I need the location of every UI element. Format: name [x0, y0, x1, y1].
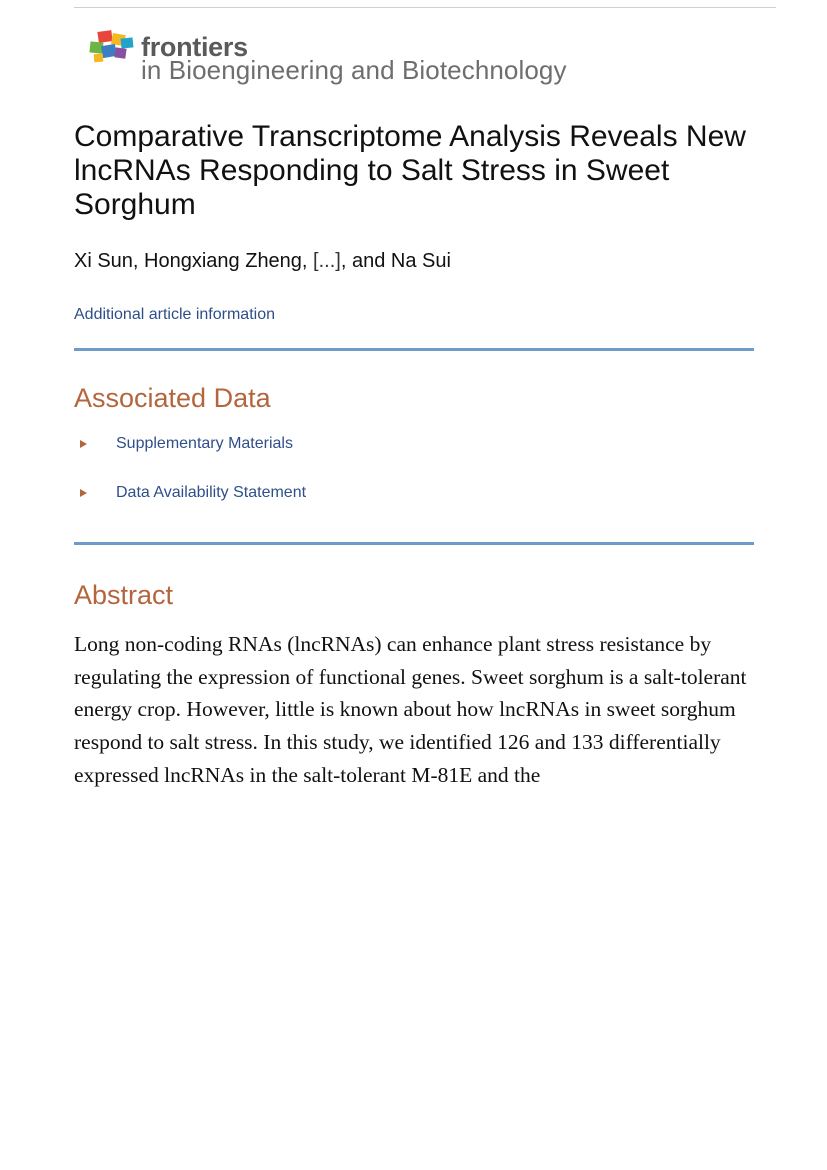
supplementary-materials-label[interactable]: Supplementary Materials	[116, 435, 293, 452]
frontiers-logo-icon	[88, 28, 136, 64]
expand-arrow-icon	[80, 440, 87, 448]
journal-brand: frontiers	[141, 32, 248, 62]
section-divider	[74, 348, 754, 351]
data-availability-label[interactable]: Data Availability Statement	[116, 484, 307, 501]
expand-arrow-icon	[80, 489, 87, 497]
article-title: Comparative Transcriptome Analysis Reveals New lncRNAs Responding to Salt Stress in Sweet Sorghum	[74, 120, 746, 221]
data-availability-link[interactable]	[80, 482, 306, 504]
author-list	[74, 249, 451, 273]
authors-first[interactable]: Xi Sun, Hongxiang Zheng,	[74, 250, 314, 272]
supplementary-materials-link[interactable]	[80, 433, 293, 455]
abstract-text: Long non-coding RNAs (lncRNAs) can enhance plant stress resistance by regulating the expression of functional genes. Sweet sorghum is a salt-tolerant energy crop. However, little is known about how lncRNAs in sweet sorghum respond to salt stress. In this study, we identified 126 and 133 differentially expressed lncRNAs in the salt-tolerant M-81E and the	[74, 632, 747, 787]
additional-article-info-link[interactable]: Additional article information	[74, 306, 275, 323]
journal-name: in Bioengineering and Biotechnology	[141, 55, 567, 85]
authors-expand-button[interactable]: [...]	[313, 250, 341, 272]
journal-logo[interactable]	[88, 28, 748, 88]
authors-last[interactable]: , and Na Sui	[340, 250, 451, 272]
associated-data-heading: Associated Data	[74, 383, 271, 413]
section-divider	[74, 542, 754, 545]
top-divider	[74, 7, 776, 8]
abstract-heading: Abstract	[74, 580, 174, 610]
